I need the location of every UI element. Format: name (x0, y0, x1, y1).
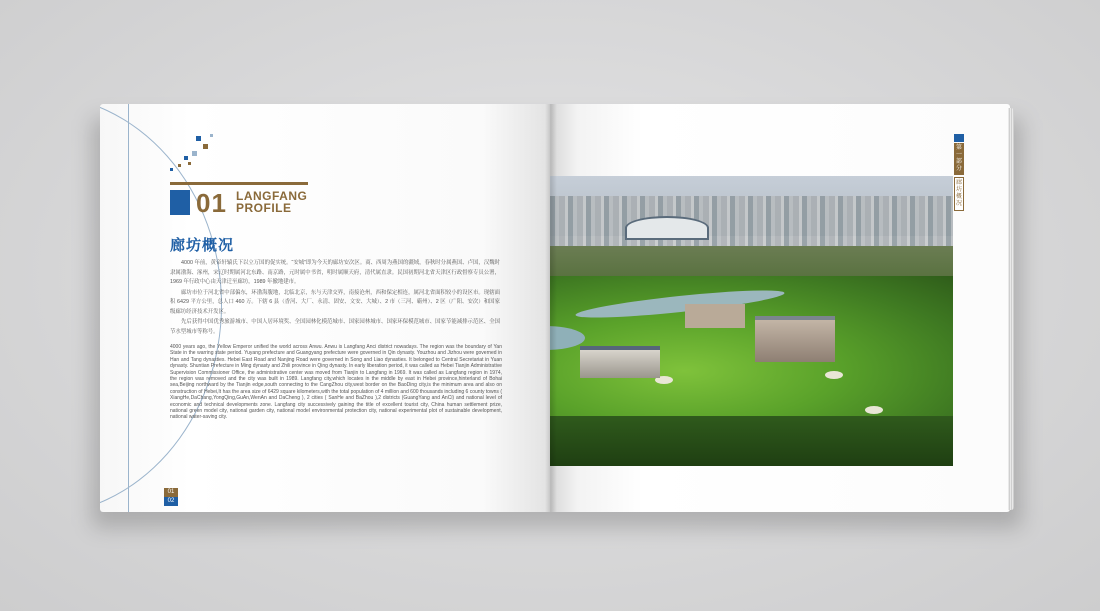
photo-bunker (865, 406, 883, 414)
photo-bunker (825, 371, 843, 379)
photo-villas (685, 304, 745, 328)
section-marker (170, 190, 190, 215)
left-page (100, 104, 550, 512)
right-page (550, 104, 1010, 512)
header-rule (170, 182, 308, 185)
page-stack-edge (1008, 108, 1014, 510)
page-number-left: 01 (164, 488, 178, 497)
chapter-tab-part: 第一部分 (954, 143, 964, 175)
aerial-photo (550, 176, 953, 466)
open-brochure (90, 98, 1020, 518)
book-gutter (545, 104, 557, 512)
section-title-en (236, 190, 307, 214)
chapter-tab (954, 134, 964, 211)
section-title-cn: 廊坊概况 (170, 237, 235, 254)
cn-paragraph: 先后获得中国优秀旅游城市、中国人居环境奖、全国园林化模范城市、国家园林城市、国家环保模范城市、国家节能减排示范区、全国节水型城市等称号。 (170, 319, 500, 335)
chinese-body-text (170, 259, 500, 338)
page-numbers (164, 488, 178, 506)
cn-paragraph: 廊坊市位于河北省中部偏东，环渤海腹地，北临北京，东与天津交界，南接沧州，西和保定相连，属河北省面积较小的设区市。现辖面积 6429 平方公里，总人口 460 万。下辖 6 县（香河、大厂、永清、固安、文安、大城）、2 市（三河、霸州）、2 区（广阳、安次）和国家级廊坊经济技术开发区。 (170, 289, 500, 315)
page-number-right: 02 (164, 497, 178, 506)
cn-paragraph: 4000 年前，黄帝轩辕氏下以立万国的促实统。“安城”即为今天的廊坊安次区。商、西周为燕国的疆域，春秋时分属燕国、卢国，汉魏时隶属渤海、涿州，宋辽时期属河北东路、南京路，元时属中书省，明时属顺天府，清代属直隶。民国初期河北省天津区行政督察专员公署，1969 年行政中心由天津迁至廊坊，1989 年撤地建市。 (170, 260, 500, 285)
photo-stadium (625, 216, 709, 240)
photo-clubhouse (580, 346, 660, 378)
photo-forest (550, 416, 953, 466)
title-en-line1: LANGFANG (236, 189, 308, 203)
chapter-tab-marker (954, 134, 964, 142)
decorative-line (128, 104, 129, 512)
chapter-tab-title: 廊坊概况 (954, 177, 964, 211)
english-body-text: 4000 years ago, the Yellow Emperor unified the world across Anwu. Anwu is Langfang Anci district nowadays. The region was the boundary of Yan State in the warring state period. Yuyang prefecture and Guangyang prefecture were governed in Qin dynasty. Youzhou and Jizhou were governed in Han and Tang dynasties. Hebei East Road and Nanjing Road were governed in Song and Liao dynasties. It belonged to Central Secretariat in Yuan dynasty. Shuntian Prefecture in Ming dynasty and Zhili province in Qing dynasty. In early liberation period, it was called as Hebei Tianjin Administrative Supervision Commissioner Office, the administrative center was moved from Tianjin to Langfang in 1969. It was called as Langfang region in 1974, the region was removed and the city was built in 1989. Langfang city,which locates in the middle by east in Hebei province,hinterland of Bohai sea,Beijing northward by the Tianjin edge,south connecting to the CangZhou city,west border on the BaoDing city,is the minimum area and also on construction of Hebei,It has the area size of 6429 square kilometers,with the total population of 4 million and 600 thousands including 6 county towns ( XiangHe,DaChang,YongQing,GuAn,WenAn and DaCheng ), 2 cities ( SanHe and BaZhou ),2 districts (GuangYang and AnCi) and national level of economic and technical developments zone. Langfang city successively gaining the title of excellent tourist city, China human settlement prize, national green model city, national garden city, national model environmental protection city, national experimental plot of sustainable development, national water-saving city. (170, 344, 502, 421)
section-number: 01 (196, 188, 227, 218)
title-en-line2: PROFILE (236, 201, 292, 215)
photo-hotel-building (755, 316, 835, 362)
